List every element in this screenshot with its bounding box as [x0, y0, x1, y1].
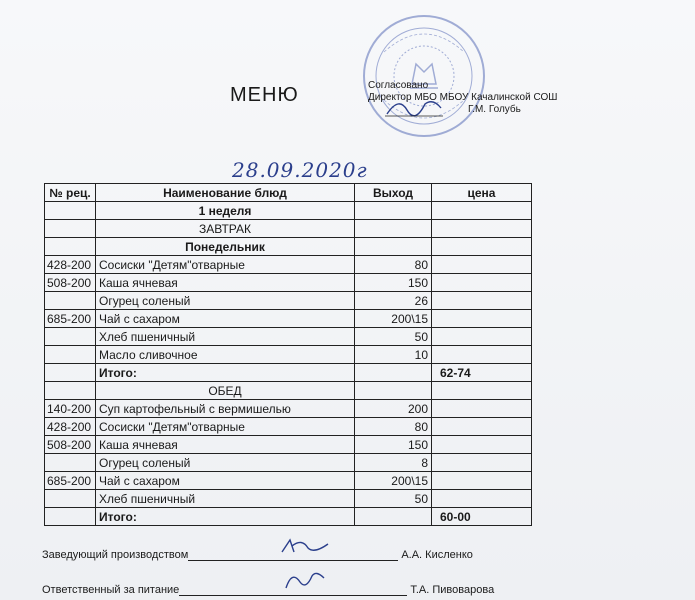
dish-name: Огурец соленый — [96, 292, 355, 310]
dish-name: Чай с сахаром — [96, 310, 355, 328]
table-row — [45, 454, 532, 472]
dish-name: Суп картофельный с вермишелью — [96, 400, 355, 418]
table-row — [45, 292, 532, 310]
header-recipe-number: № рец. — [45, 184, 96, 202]
day-label: Понедельник — [96, 238, 355, 256]
dish-output: 50 — [355, 490, 432, 508]
table-row — [45, 310, 532, 328]
approval-line3: Г.М. Голубь — [468, 104, 521, 115]
table-row — [45, 490, 532, 508]
header-dish-name: Наименование блюд — [96, 184, 355, 202]
table-row — [45, 346, 532, 364]
dish-output: 150 — [355, 436, 432, 454]
dish-name: Каша ячневая — [96, 436, 355, 454]
recipe-code: 140-200 — [45, 400, 96, 418]
table-row — [45, 472, 532, 490]
dish-output: 200\15 — [355, 472, 432, 490]
lunch-row — [45, 382, 532, 400]
table-row — [45, 328, 532, 346]
approval-line2: Директор МБО МБОУ Качалинской СОШ — [368, 92, 558, 103]
table-row — [45, 436, 532, 454]
breakfast-total-row — [45, 364, 532, 382]
lunch-total-price: 60-00 — [432, 508, 532, 526]
week-row — [45, 202, 532, 220]
lunch-total-label: Итого: — [96, 508, 355, 526]
table-row — [45, 418, 532, 436]
dish-output: 8 — [355, 454, 432, 472]
dish-output: 150 — [355, 274, 432, 292]
recipe-code: 685-200 — [45, 472, 96, 490]
dish-output: 200 — [355, 400, 432, 418]
production-head-label: Заведующий производством — [42, 549, 189, 561]
dish-name: Каша ячневая — [96, 274, 355, 292]
nutrition-responsible-signature-icon — [282, 568, 332, 592]
production-head-name: А.А. Кисленко — [401, 549, 473, 561]
header-price: цена — [432, 184, 532, 202]
nutrition-responsible-label: Ответственный за питание — [42, 584, 180, 596]
breakfast-label: ЗАВТРАК — [96, 220, 355, 238]
recipe-code: 508-200 — [45, 436, 96, 454]
dish-name: Чай с сахаром — [96, 472, 355, 490]
table-row — [45, 400, 532, 418]
dish-output: 26 — [355, 292, 432, 310]
table-header-row — [45, 184, 532, 202]
menu-date: 28.09.2020г — [232, 158, 368, 182]
director-signature-icon — [385, 94, 445, 120]
table-row — [45, 256, 532, 274]
recipe-code — [45, 454, 96, 472]
recipe-code: 428-200 — [45, 418, 96, 436]
dish-name: Огурец соленый — [96, 454, 355, 472]
nutrition-responsible-name: Т.А. Пивоварова — [410, 584, 495, 596]
production-head-signature-icon — [278, 536, 338, 558]
menu-table — [44, 183, 532, 526]
dish-name: Сосиски "Детям"отварные — [96, 418, 355, 436]
recipe-code — [45, 346, 96, 364]
dish-output: 80 — [355, 418, 432, 436]
dish-name: Хлеб пшеничный — [96, 328, 355, 346]
table-row — [45, 274, 532, 292]
dish-name: Хлеб пшеничный — [96, 490, 355, 508]
lunch-label: ОБЕД — [96, 382, 355, 400]
header-output: Выход — [355, 184, 432, 202]
day-row — [45, 238, 532, 256]
recipe-code — [45, 490, 96, 508]
stamp-seal-icon — [360, 12, 488, 140]
recipe-code: 428-200 — [45, 256, 96, 274]
dish-output: 50 — [355, 328, 432, 346]
dish-output: 10 — [355, 346, 432, 364]
production-head-line — [42, 548, 473, 561]
breakfast-total-price: 62-74 — [432, 364, 532, 382]
recipe-code — [45, 328, 96, 346]
page-title: МЕНЮ — [230, 84, 299, 106]
breakfast-total-label: Итого: — [96, 364, 355, 382]
nutrition-responsible-line — [42, 583, 494, 596]
dish-name: Сосиски "Детям"отварные — [96, 256, 355, 274]
approval-line1: Согласовано — [368, 80, 429, 91]
dish-name: Масло сливочное — [96, 346, 355, 364]
lunch-total-row — [45, 508, 532, 526]
dish-output: 200\15 — [355, 310, 432, 328]
breakfast-row — [45, 220, 532, 238]
dish-output: 80 — [355, 256, 432, 274]
week-label: 1 неделя — [96, 202, 355, 220]
recipe-code: 508-200 — [45, 274, 96, 292]
recipe-code: 685-200 — [45, 310, 96, 328]
recipe-code — [45, 292, 96, 310]
